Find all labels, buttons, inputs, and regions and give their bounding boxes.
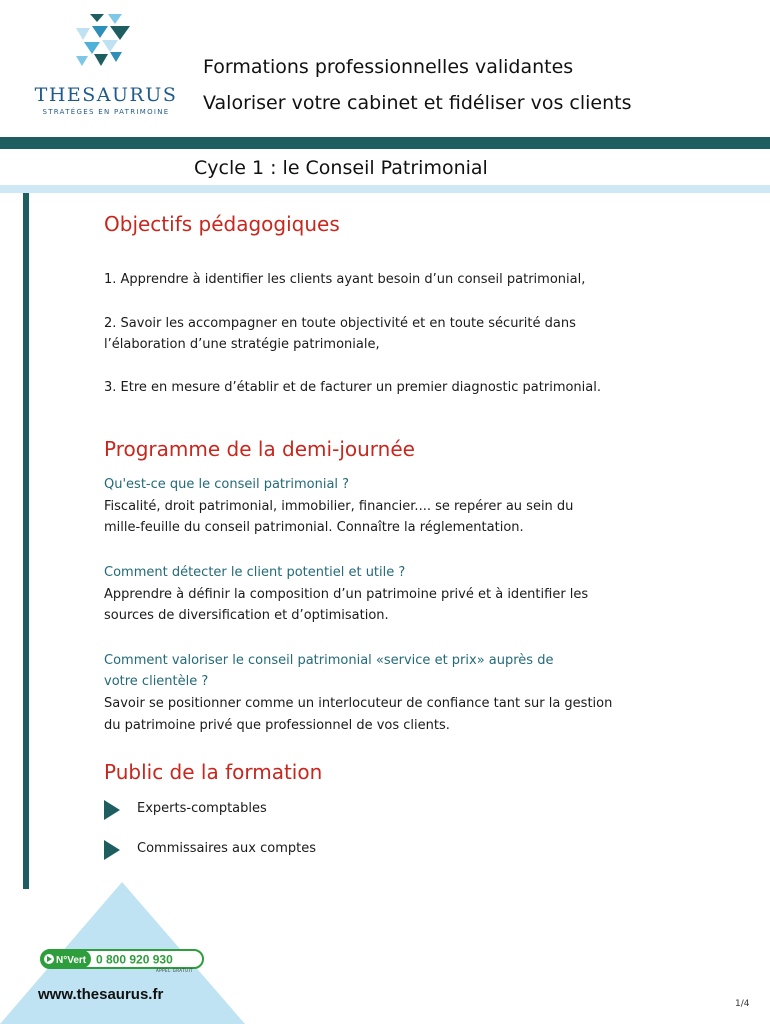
brand-name: THESAURUS xyxy=(34,84,178,106)
objectif-item: 1. Apprendre à identifier les clients ayant besoin d’un conseil patrimonial, xyxy=(104,272,586,287)
phone-number: 0 800 920 930 xyxy=(96,952,173,967)
public-heading: Public de la formation xyxy=(104,760,323,784)
header-line-2: Valoriser votre cabinet et fidéliser vos clients xyxy=(203,92,632,114)
bullet-arrow-icon xyxy=(104,800,120,820)
programme-text: Apprendre à définir la composition d’un patrimoine privé et à identifier les xyxy=(104,587,589,602)
numero-vert-label: N°Vert xyxy=(56,955,87,966)
programme-text: du patrimoine privé que professionnel de vos clients. xyxy=(104,718,450,733)
header-divider-dark xyxy=(0,137,770,149)
numero-vert-badge xyxy=(40,949,204,969)
brand-tagline: STRATÉGES EN PATRIMOINE xyxy=(42,108,170,116)
phone-note: APPEL GRATUIT xyxy=(156,968,194,973)
header-line-1: Formations professionnelles validantes xyxy=(203,56,574,78)
programme-question: Qu'est-ce que le conseil patrimonial ? xyxy=(104,477,350,492)
objectif-item: 3. Etre en mesure d’établir et de facturer un premier diagnostic patrimonial. xyxy=(104,380,601,395)
programme-question: votre clientèle ? xyxy=(104,674,209,689)
programme-text: Savoir se positionner comme un interlocuteur de confiance tant sur la gestion xyxy=(104,696,613,711)
objectifs-heading: Objectifs pédagogiques xyxy=(104,212,340,236)
left-accent-bar xyxy=(23,193,29,889)
bullet-arrow-icon xyxy=(104,840,120,860)
logo-mark-icon xyxy=(74,12,138,76)
programme-text: Fiscalité, droit patrimonial, immobilier, financier.... se repérer au sein du xyxy=(104,499,574,514)
thesaurus-logo xyxy=(28,12,184,122)
programme-question: Comment détecter le client potentiel et utile ? xyxy=(104,565,406,580)
public-item: Experts-comptables xyxy=(137,801,267,816)
page-number: 1/4 xyxy=(735,999,750,1009)
objectif-item: l’élaboration d’une stratégie patrimoniale, xyxy=(104,337,380,352)
programme-text: sources de diversification et d’optimisation. xyxy=(104,608,389,623)
website-link[interactable]: www.thesaurus.fr xyxy=(38,986,164,1003)
header-divider-light xyxy=(0,185,770,193)
programme-question: Comment valoriser le conseil patrimonial «service et prix» auprès de xyxy=(104,653,554,668)
cycle-title: Cycle 1 : le Conseil Patrimonial xyxy=(194,157,488,179)
programme-text: mille-feuille du conseil patrimonial. Connaître la réglementation. xyxy=(104,520,524,535)
programme-heading: Programme de la demi-journée xyxy=(104,437,415,461)
objectif-item: 2. Savoir les accompagner en toute objectivité et en toute sécurité dans xyxy=(104,316,576,331)
public-item: Commissaires aux comptes xyxy=(137,841,316,856)
